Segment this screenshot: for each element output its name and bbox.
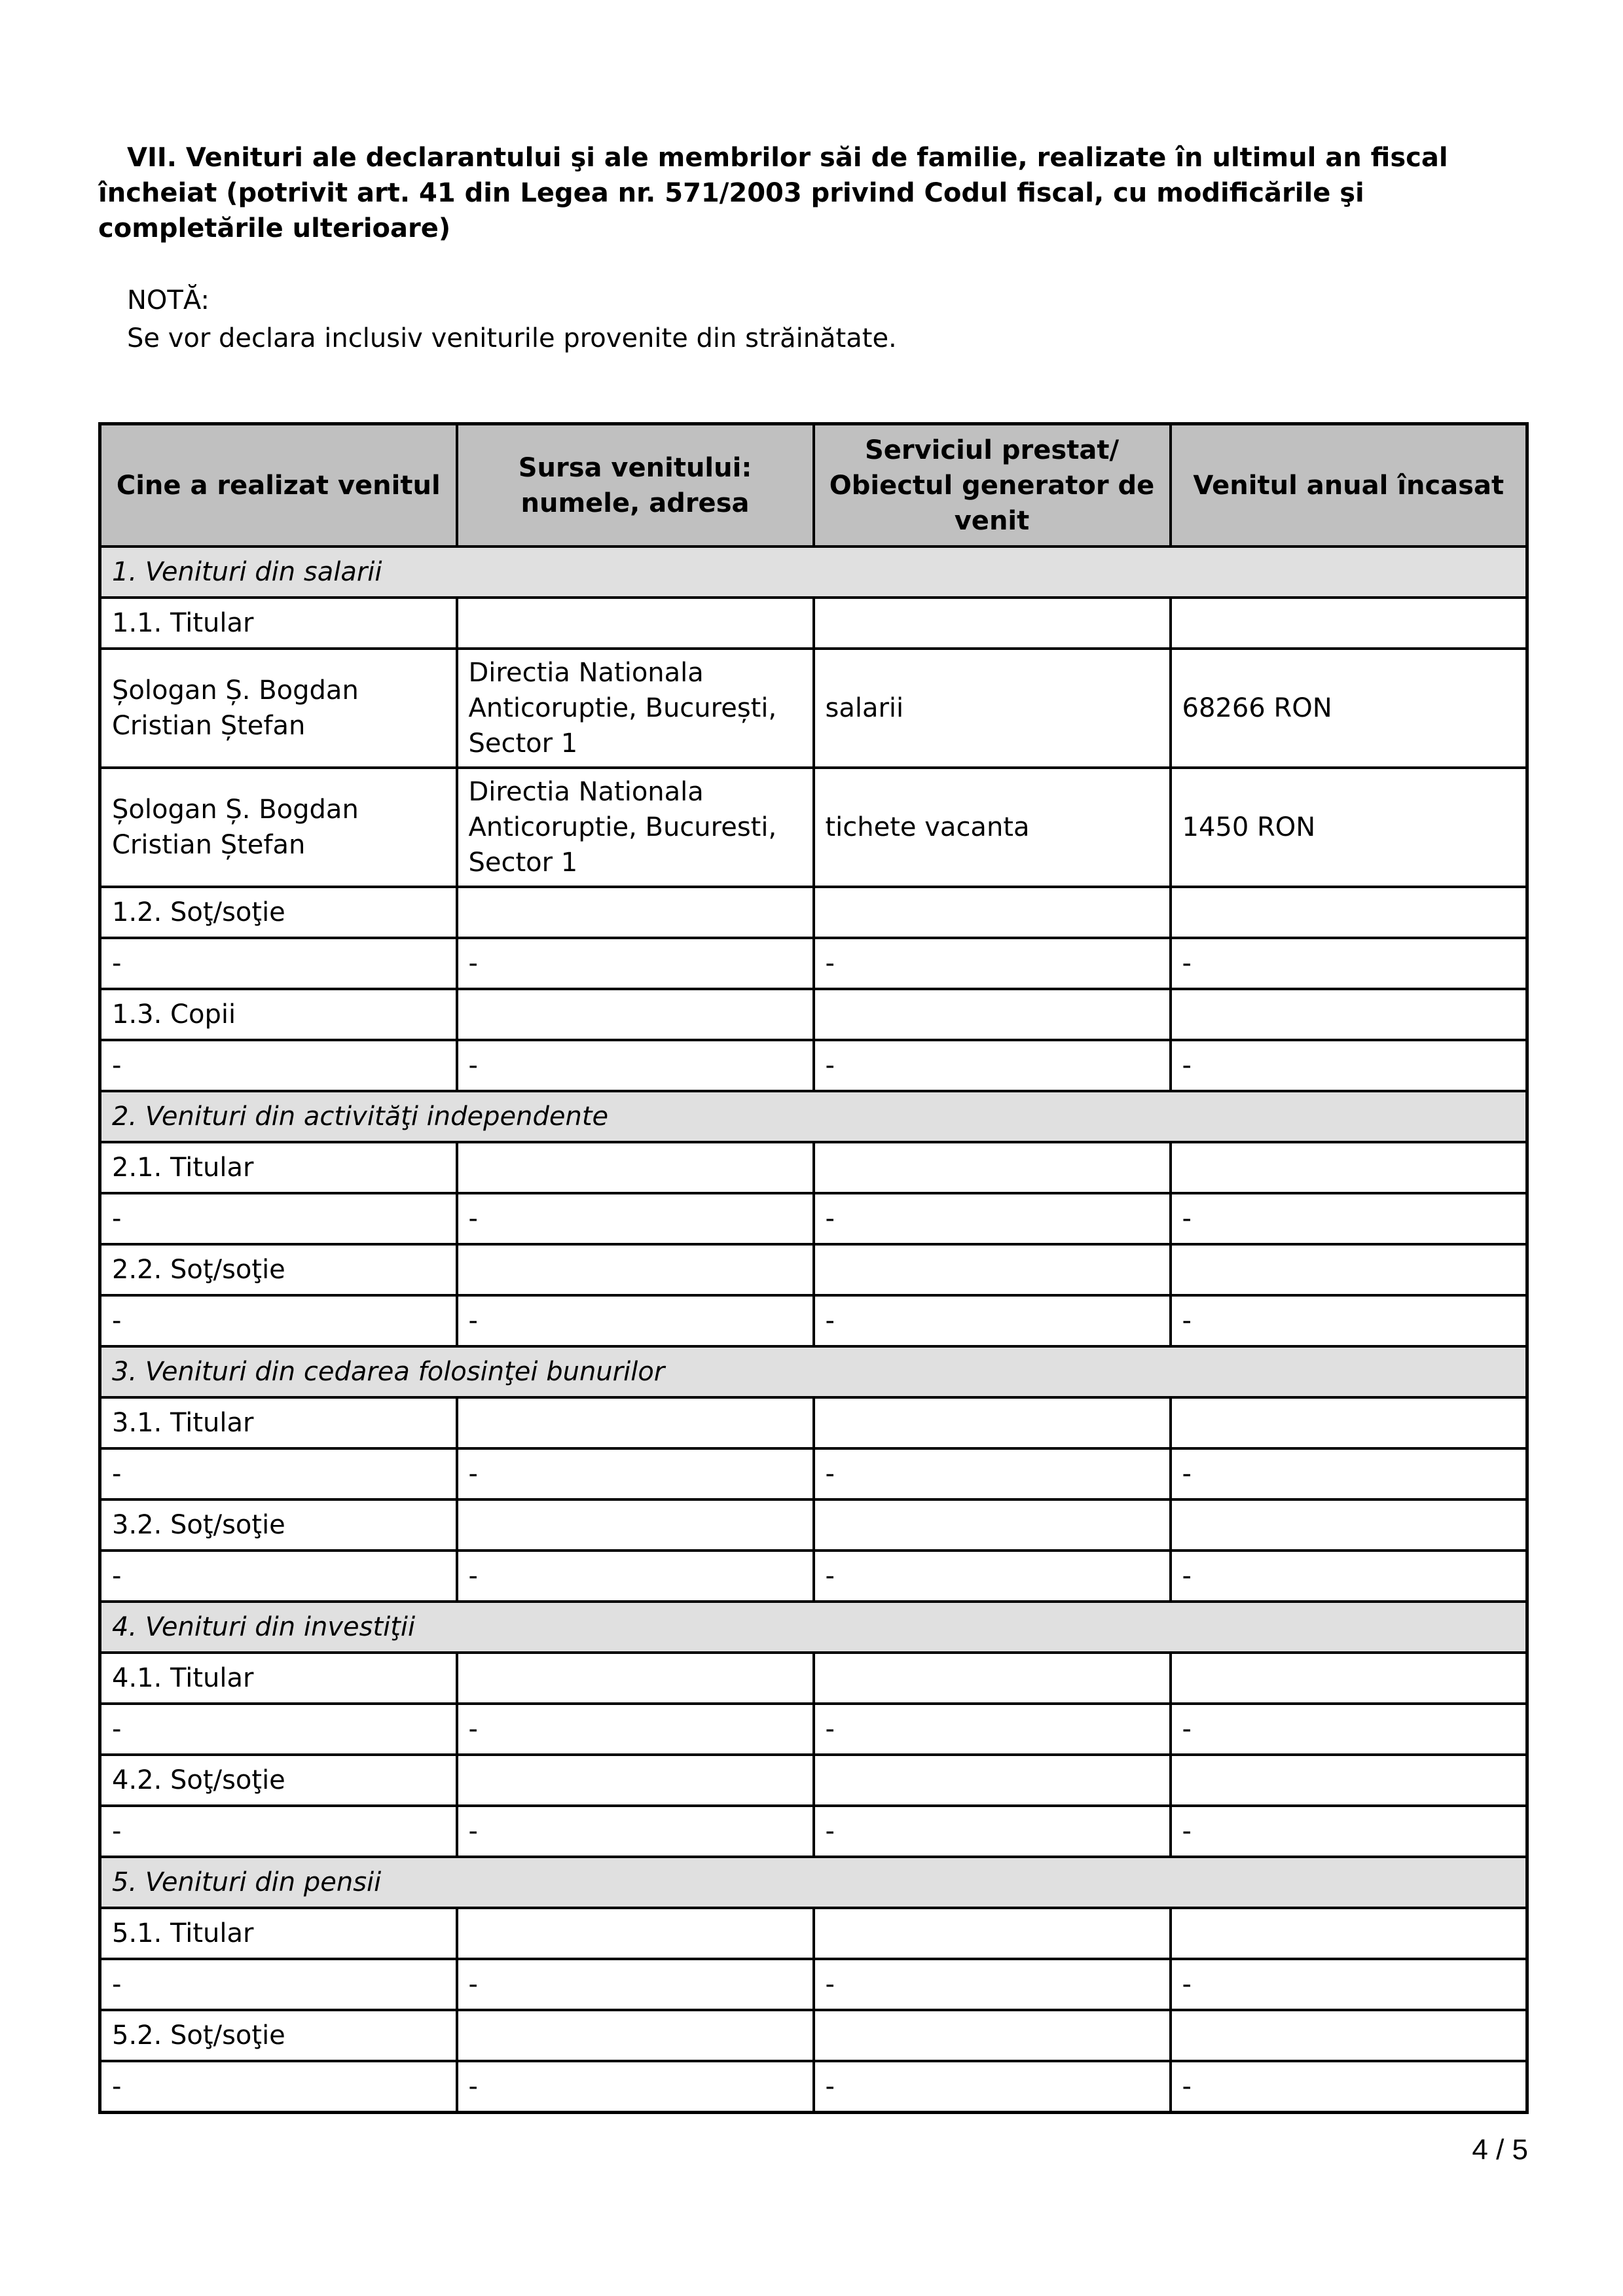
- cell-source: -: [457, 938, 814, 989]
- table-row: [100, 1397, 1527, 1448]
- header-annual-income: Venitul anual încasat: [1171, 424, 1527, 547]
- section-row: [100, 1346, 1527, 1397]
- cell-income: [1171, 1499, 1527, 1551]
- cell-who: 1.3. Copii: [100, 989, 457, 1040]
- cell-source: [457, 1244, 814, 1295]
- cell-who: 2.1. Titular: [100, 1142, 457, 1193]
- cell-service: [814, 1499, 1171, 1551]
- table-row: [100, 1193, 1527, 1244]
- cell-who: 4.2. Soţ/soţie: [100, 1755, 457, 1806]
- cell-service: [814, 1653, 1171, 1704]
- cell-who: -: [100, 1040, 457, 1091]
- cell-source: -: [457, 1704, 814, 1755]
- table-row: [100, 1499, 1527, 1551]
- cell-source: [457, 1397, 814, 1448]
- cell-source: -: [457, 1193, 814, 1244]
- table-row: [100, 1806, 1527, 1857]
- section-row: [100, 1091, 1527, 1142]
- cell-income: -: [1171, 1959, 1527, 2010]
- cell-income: 68266 RON: [1171, 649, 1527, 768]
- table-row: [100, 938, 1527, 989]
- cell-who: 5.1. Titular: [100, 1908, 457, 1959]
- cell-source: [457, 1755, 814, 1806]
- cell-service: -: [814, 938, 1171, 989]
- cell-source: [457, 598, 814, 649]
- section-heading-text: VII. Venituri ale declarantului şi ale membrilor săi de familie, realizate în ultimul an fiscal încheiat (potrivit art. 41 din Legea nr. 571/2003 privind Codul fiscal, cu modificările şi completările ulterioare): [98, 143, 1448, 243]
- cell-income: 1450 RON: [1171, 768, 1527, 887]
- table-header-row: [100, 424, 1527, 547]
- section-row: [100, 1602, 1527, 1653]
- cell-income: -: [1171, 1193, 1527, 1244]
- cell-source: [457, 887, 814, 938]
- table-row: [100, 1755, 1527, 1806]
- cell-income: -: [1171, 1704, 1527, 1755]
- table-row: [100, 1448, 1527, 1499]
- cell-who: 5.2. Soţ/soţie: [100, 2010, 457, 2061]
- cell-who: -: [100, 1295, 457, 1346]
- cell-income: -: [1171, 1295, 1527, 1346]
- table-row: [100, 1040, 1527, 1091]
- cell-who: Șologan Ș. Bogdan Cristian Ștefan: [100, 768, 457, 887]
- cell-source: -: [457, 1448, 814, 1499]
- cell-who: -: [100, 1551, 457, 1602]
- cell-who: 1.1. Titular: [100, 598, 457, 649]
- cell-income: [1171, 1653, 1527, 1704]
- table-row: [100, 768, 1527, 887]
- section-title: 2. Venituri din activităţi independente: [100, 1091, 1527, 1142]
- cell-income: [1171, 2010, 1527, 2061]
- cell-who: -: [100, 1704, 457, 1755]
- cell-who: -: [100, 1806, 457, 1857]
- table-row: [100, 1295, 1527, 1346]
- cell-service: -: [814, 1551, 1171, 1602]
- section-row: [100, 547, 1527, 598]
- cell-service: [814, 989, 1171, 1040]
- cell-source: -: [457, 1295, 814, 1346]
- table-row: [100, 598, 1527, 649]
- cell-income: [1171, 1244, 1527, 1295]
- cell-who: 4.1. Titular: [100, 1653, 457, 1704]
- cell-source: [457, 1142, 814, 1193]
- table-row: [100, 1959, 1527, 2010]
- cell-service: [814, 1908, 1171, 1959]
- cell-service: -: [814, 1959, 1171, 2010]
- cell-who: -: [100, 1959, 457, 2010]
- cell-who: -: [100, 2061, 457, 2113]
- cell-income: [1171, 1142, 1527, 1193]
- cell-service: -: [814, 2061, 1171, 2113]
- table-body: [100, 547, 1527, 2113]
- cell-who: 3.2. Soţ/soţie: [100, 1499, 457, 1551]
- cell-source: [457, 1499, 814, 1551]
- cell-income: [1171, 989, 1527, 1040]
- section-row: [100, 1857, 1527, 1908]
- cell-who: 1.2. Soţ/soţie: [100, 887, 457, 938]
- table-row: [100, 1704, 1527, 1755]
- cell-service: [814, 2010, 1171, 2061]
- note-label: NOTĂ:: [127, 285, 210, 315]
- cell-source: Directia Nationala Anticoruptie, București, Sector 1: [457, 649, 814, 768]
- cell-who: Șologan Ș. Bogdan Cristian Ștefan: [100, 649, 457, 768]
- cell-income: [1171, 1397, 1527, 1448]
- cell-income: -: [1171, 2061, 1527, 2113]
- cell-service: -: [814, 1806, 1171, 1857]
- cell-who: 2.2. Soţ/soţie: [100, 1244, 457, 1295]
- cell-income: [1171, 1755, 1527, 1806]
- income-table: [98, 422, 1529, 2114]
- cell-income: [1171, 1908, 1527, 1959]
- cell-income: -: [1171, 1551, 1527, 1602]
- cell-service: tichete vacanta: [814, 768, 1171, 887]
- section-heading: [98, 140, 1539, 246]
- cell-who: -: [100, 1193, 457, 1244]
- table-row: [100, 2061, 1527, 2113]
- cell-income: [1171, 887, 1527, 938]
- table-row: [100, 1551, 1527, 1602]
- table-row: [100, 1244, 1527, 1295]
- cell-service: -: [814, 1040, 1171, 1091]
- header-who: Cine a realizat venitul: [100, 424, 457, 547]
- table-row: [100, 887, 1527, 938]
- cell-service: salarii: [814, 649, 1171, 768]
- cell-source: -: [457, 1806, 814, 1857]
- header-source: Sursa venitului: numele, adresa: [457, 424, 814, 547]
- cell-service: [814, 1755, 1171, 1806]
- note-text: Se vor declara inclusiv veniturile provenite din străinătate.: [127, 323, 897, 353]
- cell-source: [457, 2010, 814, 2061]
- table-row: [100, 1653, 1527, 1704]
- cell-who: -: [100, 1448, 457, 1499]
- cell-service: -: [814, 1295, 1171, 1346]
- cell-income: -: [1171, 1448, 1527, 1499]
- table-row: [100, 649, 1527, 768]
- cell-income: [1171, 598, 1527, 649]
- section-title: 5. Venituri din pensii: [100, 1857, 1527, 1908]
- cell-income: -: [1171, 938, 1527, 989]
- section-title: 4. Venituri din investiţii: [100, 1602, 1527, 1653]
- table-row: [100, 2010, 1527, 2061]
- cell-income: -: [1171, 1040, 1527, 1091]
- cell-source: -: [457, 1959, 814, 2010]
- cell-source: -: [457, 1551, 814, 1602]
- cell-source: Directia Nationala Anticoruptie, Bucuresti, Sector 1: [457, 768, 814, 887]
- cell-source: [457, 989, 814, 1040]
- table-row: [100, 989, 1527, 1040]
- cell-who: 3.1. Titular: [100, 1397, 457, 1448]
- header-service: Serviciul prestat/ Obiectul generator de venit: [814, 424, 1171, 547]
- page-number: 4 / 5: [1472, 2134, 1528, 2166]
- section-title: 3. Venituri din cedarea folosinţei bunurilor: [100, 1346, 1527, 1397]
- cell-source: [457, 1908, 814, 1959]
- cell-source: [457, 1653, 814, 1704]
- cell-service: [814, 1244, 1171, 1295]
- cell-service: -: [814, 1704, 1171, 1755]
- cell-source: -: [457, 1040, 814, 1091]
- note-block: [127, 281, 1535, 357]
- cell-service: [814, 1397, 1171, 1448]
- cell-service: [814, 598, 1171, 649]
- cell-income: -: [1171, 1806, 1527, 1857]
- cell-source: -: [457, 2061, 814, 2113]
- cell-service: -: [814, 1448, 1171, 1499]
- cell-who: -: [100, 938, 457, 989]
- table-row: [100, 1142, 1527, 1193]
- table-row: [100, 1908, 1527, 1959]
- cell-service: [814, 887, 1171, 938]
- cell-service: [814, 1142, 1171, 1193]
- section-title: 1. Venituri din salarii: [100, 547, 1527, 598]
- cell-service: -: [814, 1193, 1171, 1244]
